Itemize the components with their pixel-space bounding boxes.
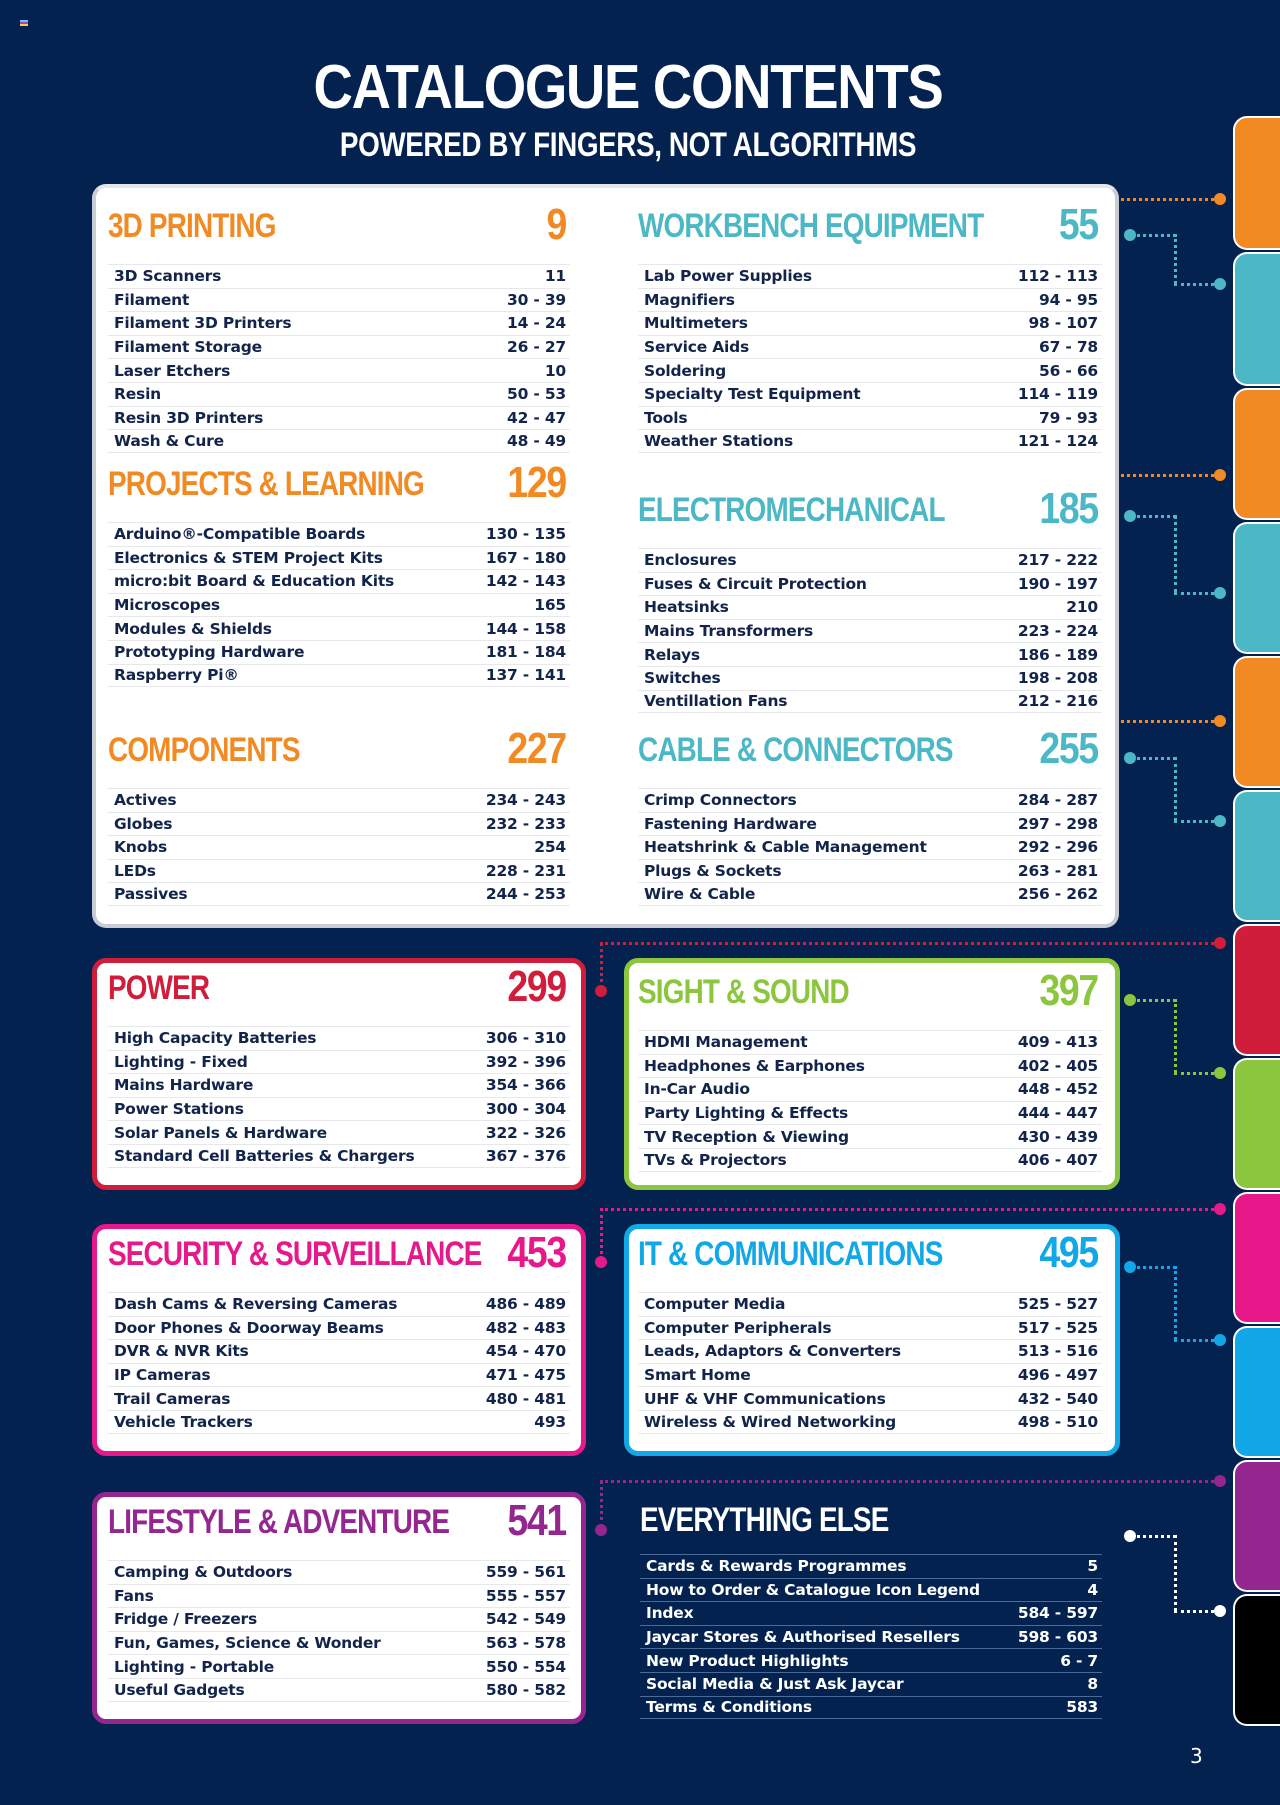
list-item[interactable]: Magnifiers 94 - 95 xyxy=(638,288,1102,312)
list-item[interactable]: Fridge / Freezers 542 - 549 xyxy=(108,1607,570,1631)
tab-workbench[interactable] xyxy=(1233,252,1280,386)
section-page: 541 xyxy=(507,1496,566,1545)
list-item[interactable]: High Capacity Batteries 306 - 310 xyxy=(108,1026,570,1050)
section-electromechanical xyxy=(638,484,1102,713)
section-page: 129 xyxy=(507,458,566,507)
list-item[interactable]: UHF & VHF Communications 432 - 540 xyxy=(638,1386,1102,1410)
list-item[interactable]: Mains Transformers 223 - 224 xyxy=(638,619,1102,643)
list-item[interactable]: Standard Cell Batteries & Chargers 367 - 376 xyxy=(108,1144,570,1168)
section-title[interactable]: CABLE & CONNECTORS xyxy=(638,731,953,769)
section-title[interactable]: WORKBENCH EQUIPMENT xyxy=(638,207,984,245)
list-item[interactable]: Wash & Cure 48 - 49 xyxy=(108,429,570,453)
list-item[interactable]: Dash Cams & Reversing Cameras 486 - 489 xyxy=(108,1292,570,1316)
list-item[interactable]: Power Stations 300 - 304 xyxy=(108,1097,570,1121)
page-number: 3 xyxy=(1190,1744,1203,1768)
list-item[interactable]: Vehicle Trackers 493 xyxy=(108,1410,570,1434)
list-item[interactable]: Lighting - Fixed 392 - 396 xyxy=(108,1050,570,1074)
list-item[interactable]: Knobs 254 xyxy=(108,835,570,859)
list-item[interactable]: Ventillation Fans 212 - 216 xyxy=(638,690,1102,714)
list-item[interactable]: Fun, Games, Science & Wonder 563 - 578 xyxy=(108,1631,570,1655)
list-item[interactable]: Trail Cameras 480 - 481 xyxy=(108,1386,570,1410)
list-item[interactable]: micro:bit Board & Education Kits 142 - 143 xyxy=(108,569,570,593)
tab-everything-else[interactable] xyxy=(1233,1594,1280,1726)
list-item[interactable]: Jaycar Stores & Authorised Resellers 598 - 603 xyxy=(640,1625,1102,1649)
section-page: 255 xyxy=(1039,724,1098,773)
section-title[interactable]: COMPONENTS xyxy=(108,731,300,769)
tab-electromechanical[interactable] xyxy=(1233,522,1280,654)
list-item[interactable]: Resin 50 - 53 xyxy=(108,382,570,406)
section-projects xyxy=(108,458,570,687)
list-item[interactable]: Computer Media 525 - 527 xyxy=(638,1292,1102,1316)
tab-components[interactable] xyxy=(1233,656,1280,788)
list-item[interactable]: Lighting - Portable 550 - 554 xyxy=(108,1654,570,1678)
list-item[interactable]: Raspberry Pi® 137 - 141 xyxy=(108,664,570,688)
list-item[interactable]: Resin 3D Printers 42 - 47 xyxy=(108,406,570,430)
list-item[interactable]: DVR & NVR Kits 454 - 470 xyxy=(108,1339,570,1363)
list-item[interactable]: Prototyping Hardware 181 - 184 xyxy=(108,640,570,664)
list-item[interactable]: Index 584 - 597 xyxy=(640,1601,1102,1625)
list-item[interactable]: Filament 3D Printers 14 - 24 xyxy=(108,311,570,335)
list-item[interactable]: Heatsinks 210 xyxy=(638,595,1102,619)
section-workbench xyxy=(638,200,1102,453)
section-security xyxy=(108,1228,570,1434)
list-item[interactable]: Heatshrink & Cable Management 292 - 296 xyxy=(638,835,1102,859)
list-item[interactable]: Actives 234 - 243 xyxy=(108,788,570,812)
list-item[interactable]: In-Car Audio 448 - 452 xyxy=(638,1077,1102,1101)
list-item[interactable]: Electronics & STEM Project Kits 167 - 180 xyxy=(108,546,570,570)
tab-sight-sound[interactable] xyxy=(1233,1058,1280,1190)
section-lifestyle xyxy=(108,1496,570,1702)
page-subtitle: POWERED BY FINGERS, NOT ALGORITHMS xyxy=(339,126,917,164)
list-item[interactable]: Modules & Shields 144 - 158 xyxy=(108,616,570,640)
section-components xyxy=(108,724,570,906)
list-item[interactable]: Weather Stations 121 - 124 xyxy=(638,429,1102,453)
tab-projects[interactable] xyxy=(1233,388,1280,520)
list-item[interactable]: LEDs 228 - 231 xyxy=(108,859,570,883)
list-item[interactable]: Computer Peripherals 517 - 525 xyxy=(638,1316,1102,1340)
list-item[interactable]: Mains Hardware 354 - 366 xyxy=(108,1073,570,1097)
list-item[interactable]: Specialty Test Equipment 114 - 119 xyxy=(638,382,1102,406)
list-item[interactable]: Soldering 56 - 66 xyxy=(638,358,1102,382)
section-power xyxy=(108,962,570,1168)
page-marker-icon xyxy=(20,20,28,26)
list-item[interactable]: Solar Panels & Hardware 322 - 326 xyxy=(108,1120,570,1144)
list-item[interactable]: Tools 79 - 93 xyxy=(638,406,1102,430)
tab-power[interactable] xyxy=(1233,924,1280,1056)
list-item[interactable]: TVs & Projectors 406 - 407 xyxy=(638,1148,1102,1172)
list-item[interactable]: New Product Highlights 6 - 7 xyxy=(640,1648,1102,1672)
list-item[interactable]: Crimp Connectors 284 - 287 xyxy=(638,788,1102,812)
list-item[interactable]: Fans 555 - 557 xyxy=(108,1584,570,1608)
list-item[interactable]: Multimeters 98 - 107 xyxy=(638,311,1102,335)
section-page: 185 xyxy=(1039,484,1098,533)
list-item[interactable]: Terms & Conditions 583 xyxy=(640,1696,1102,1720)
tab-cable[interactable] xyxy=(1233,790,1280,922)
section-page: 495 xyxy=(1039,1228,1098,1277)
section-cable-connectors xyxy=(638,724,1102,906)
section-title[interactable]: PROJECTS & LEARNING xyxy=(108,465,424,503)
section-page: 397 xyxy=(1039,966,1098,1015)
list-item[interactable]: Wire & Cable 256 - 262 xyxy=(638,882,1102,906)
section-sight-sound xyxy=(638,966,1102,1172)
section-title[interactable]: POWER xyxy=(108,969,210,1007)
list-item[interactable]: Relays 186 - 189 xyxy=(638,642,1102,666)
section-page: 9 xyxy=(546,200,566,249)
page-title: CATALOGUE CONTENTS xyxy=(313,53,943,122)
section-it-communications xyxy=(638,1228,1102,1434)
list-item[interactable]: HDMI Management 409 - 413 xyxy=(638,1030,1102,1054)
list-item[interactable]: IP Cameras 471 - 475 xyxy=(108,1363,570,1387)
list-item[interactable]: Fastening Hardware 297 - 298 xyxy=(638,812,1102,836)
list-item[interactable]: Camping & Outdoors 559 - 561 xyxy=(108,1560,570,1584)
section-everything-else xyxy=(640,1501,1102,1719)
list-item[interactable]: Smart Home 496 - 497 xyxy=(638,1363,1102,1387)
list-item[interactable]: Service Aids 67 - 78 xyxy=(638,335,1102,359)
list-item[interactable]: Useful Gadgets 580 - 582 xyxy=(108,1678,570,1702)
section-title[interactable]: SIGHT & SOUND xyxy=(638,973,849,1011)
tab-it[interactable] xyxy=(1233,1326,1280,1458)
tab-3d-printing[interactable] xyxy=(1233,116,1280,250)
list-item[interactable]: Wireless & Wired Networking 498 - 510 xyxy=(638,1410,1102,1434)
list-item[interactable]: Enclosures 217 - 222 xyxy=(638,548,1102,572)
section-title[interactable]: SECURITY & SURVEILLANCE xyxy=(108,1235,482,1273)
list-item[interactable]: Globes 232 - 233 xyxy=(108,812,570,836)
list-item[interactable]: Filament 30 - 39 xyxy=(108,288,570,312)
tab-lifestyle[interactable] xyxy=(1233,1460,1280,1592)
list-item[interactable]: 3D Scanners 11 xyxy=(108,264,570,288)
list-item[interactable]: Switches 198 - 208 xyxy=(638,666,1102,690)
list-item[interactable]: Laser Etchers 10 xyxy=(108,358,570,382)
list-item[interactable]: Cards & Rewards Programmes 5 xyxy=(640,1554,1102,1578)
list-item[interactable]: Fuses & Circuit Protection 190 - 197 xyxy=(638,572,1102,596)
list-item[interactable]: Filament Storage 26 - 27 xyxy=(108,335,570,359)
list-item[interactable]: Passives 244 - 253 xyxy=(108,882,570,906)
section-page: 227 xyxy=(507,724,566,773)
section-page: 299 xyxy=(507,962,566,1011)
list-item[interactable]: How to Order & Catalogue Icon Legend 4 xyxy=(640,1578,1102,1602)
list-item[interactable]: Lab Power Supplies 112 - 113 xyxy=(638,264,1102,288)
list-item[interactable]: Door Phones & Doorway Beams 482 - 483 xyxy=(108,1316,570,1340)
section-page: 453 xyxy=(507,1228,566,1277)
section-page: 55 xyxy=(1058,200,1098,249)
section-title[interactable]: 3D PRINTING xyxy=(108,207,276,245)
list-item[interactable]: TV Reception & Viewing 430 - 439 xyxy=(638,1124,1102,1148)
list-item[interactable]: Plugs & Sockets 263 - 281 xyxy=(638,859,1102,883)
list-item[interactable]: Headphones & Earphones 402 - 405 xyxy=(638,1054,1102,1078)
section-title[interactable]: LIFESTYLE & ADVENTURE xyxy=(108,1503,450,1541)
list-item[interactable]: Leads, Adaptors & Converters 513 - 516 xyxy=(638,1339,1102,1363)
tab-security[interactable] xyxy=(1233,1192,1280,1324)
list-item[interactable]: Social Media & Just Ask Jaycar 8 xyxy=(640,1672,1102,1696)
section-title[interactable]: ELECTROMECHANICAL xyxy=(638,491,945,529)
section-3d-printing xyxy=(108,200,570,453)
list-item[interactable]: Arduino®-Compatible Boards 130 - 135 xyxy=(108,522,570,546)
section-title[interactable]: IT & COMMUNICATIONS xyxy=(638,1235,943,1273)
list-item[interactable]: Party Lighting & Effects 444 - 447 xyxy=(638,1101,1102,1125)
list-item[interactable]: Microscopes 165 xyxy=(108,593,570,617)
section-title[interactable]: EVERYTHING ELSE xyxy=(640,1501,889,1539)
